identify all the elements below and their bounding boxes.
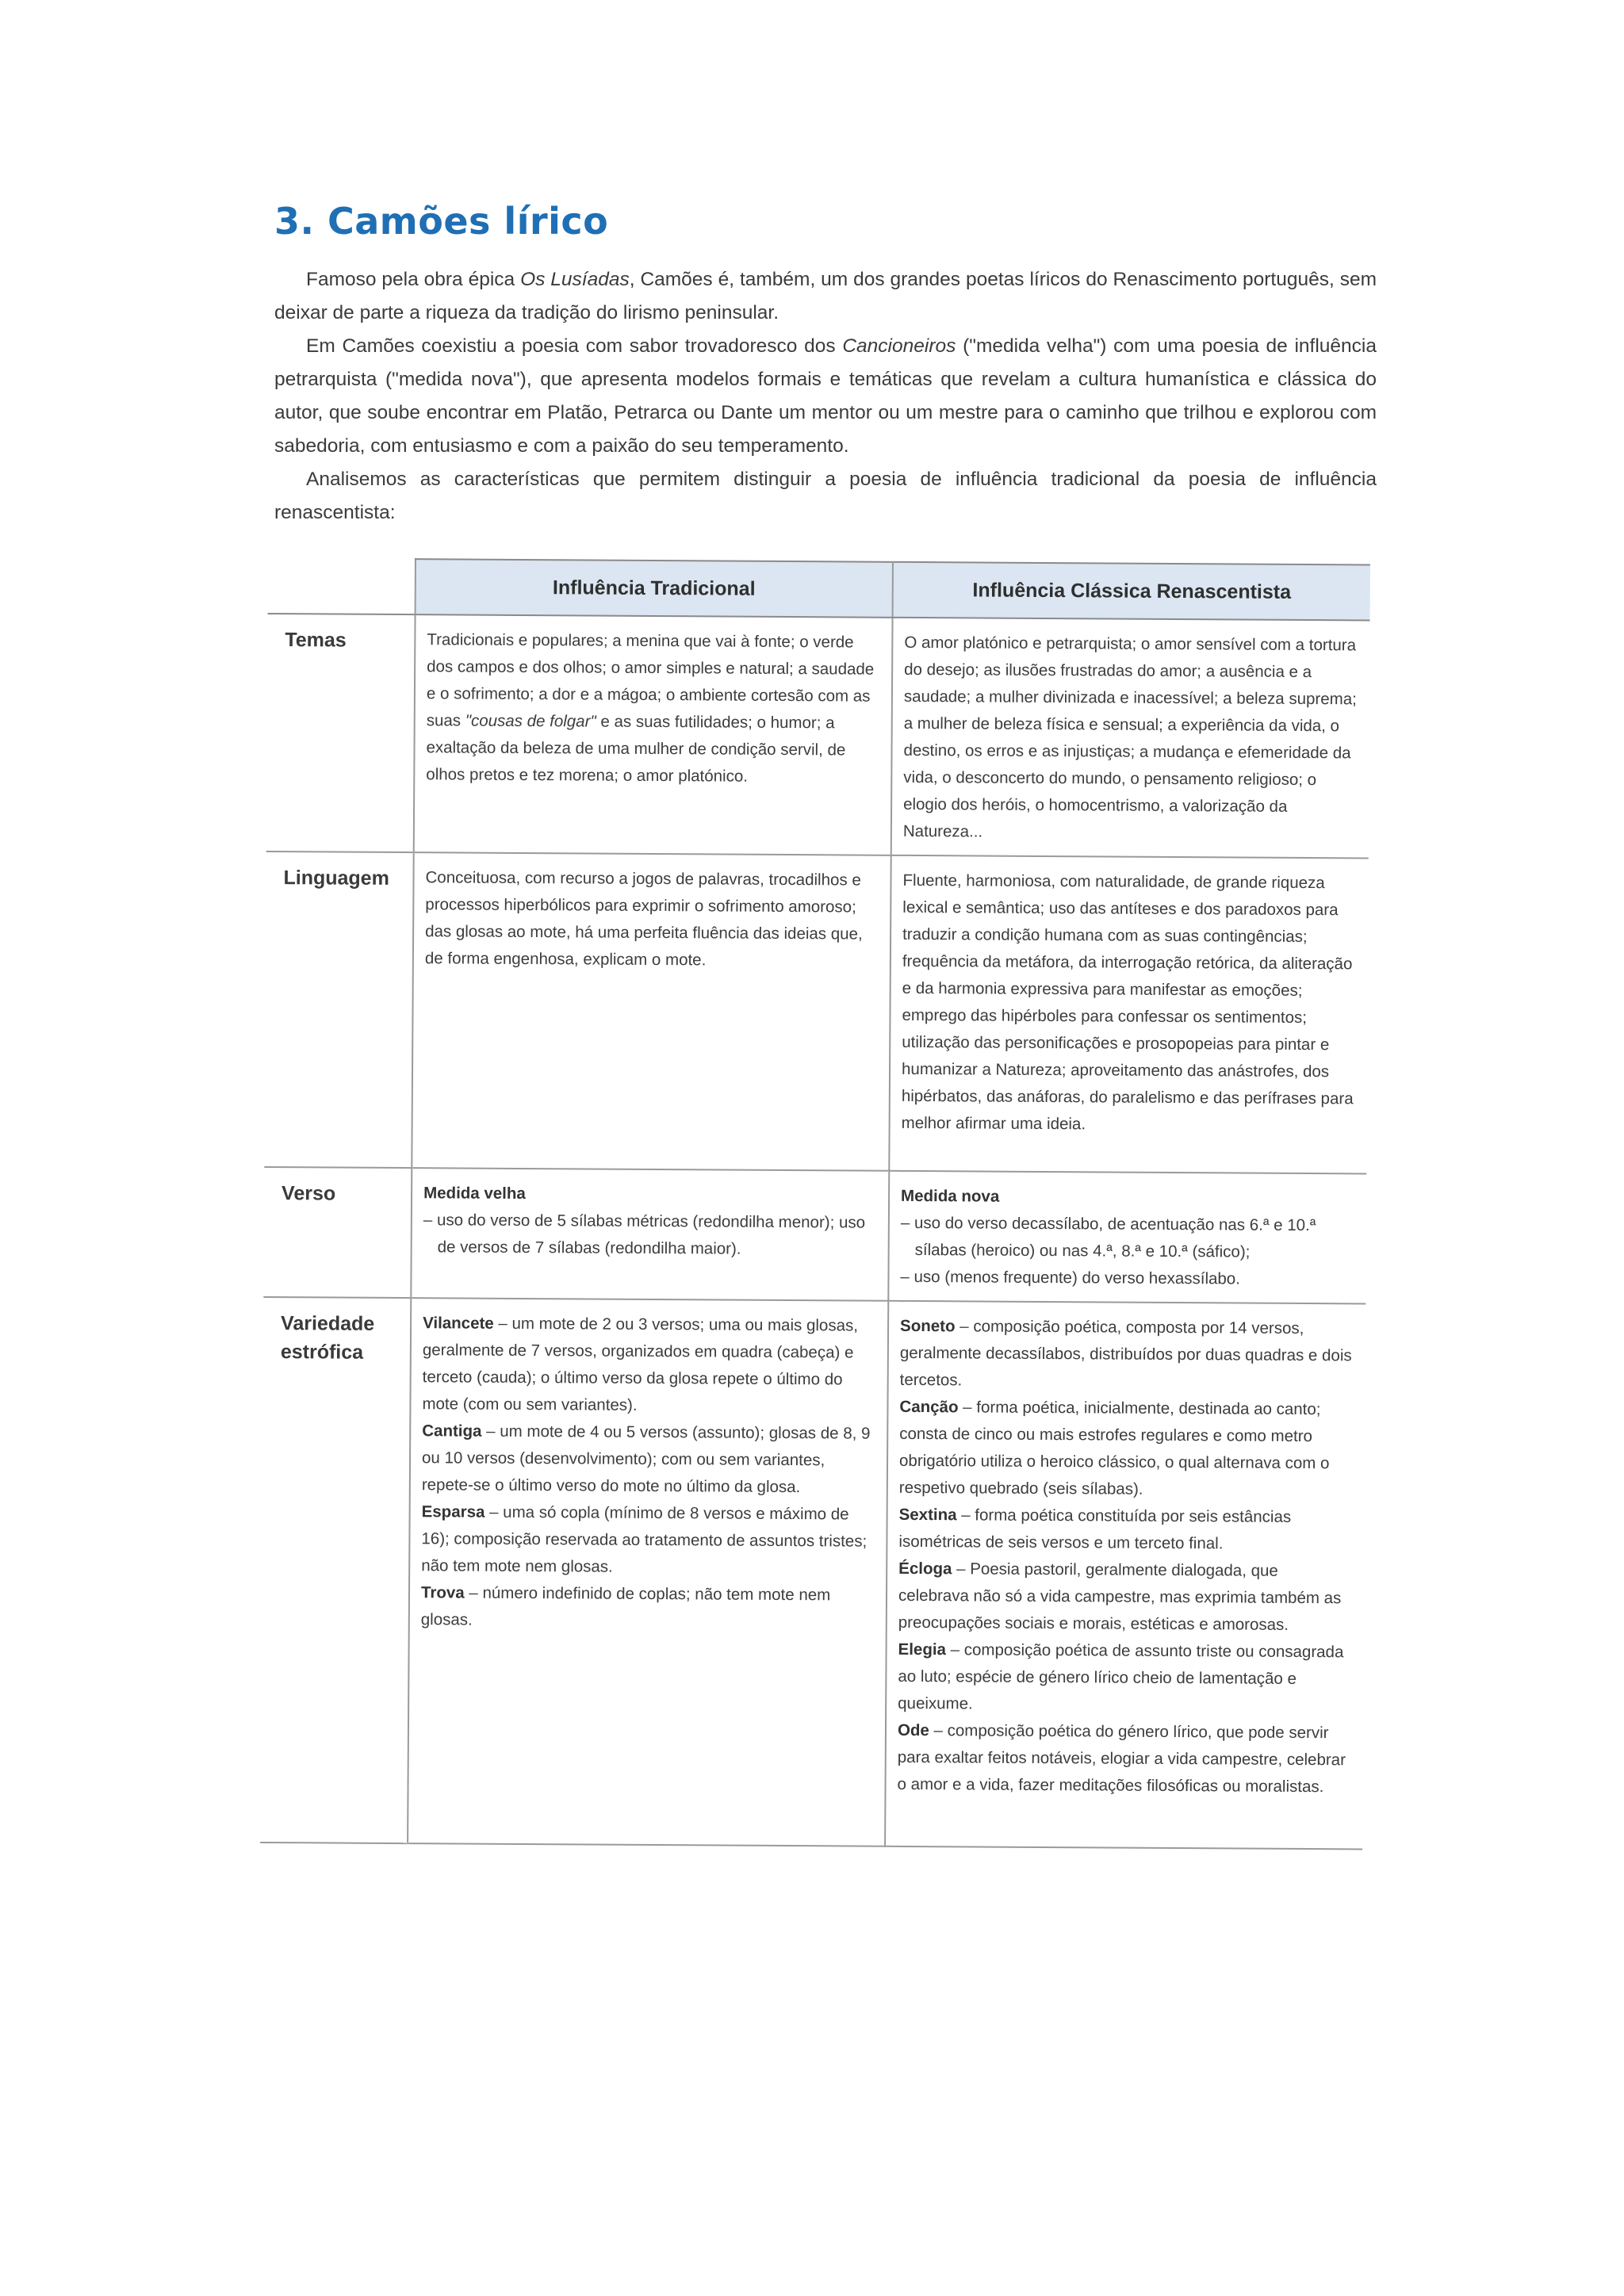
variedade-class-desc: – forma poética constituída por seis estâncias isométricas de seis versos e um terceto final.: [898, 1506, 1292, 1553]
intro-paragraph-1: [274, 263, 1377, 330]
header-traditional: Influência Tradicional: [416, 559, 893, 618]
table-row-temas: [266, 614, 1370, 858]
intro-p2-text-b: ("medida velha") com uma poesia de influência petrarquista ("medida nova"), que apresenta modelos formais e temáticas que revelam a cultura humanística e clássica do autor, que soube encontrar em Platão, Petrarca ou Dante um mentor ou um mestre para o caminho que trilhou e explorou com sabedoria, com entusiasmo e com a paixão do seu temperamento.: [274, 335, 1377, 457]
table-row-variedade: [260, 1297, 1365, 1849]
temas-trad-text-a: Tradicionais e populares; a menina que vai à fonte; o verde dos campos e dos olhos; o amor simples e natural; a saudade e o sofrimento; a dor e a mágoa; o ambiente cortesão com as suas: [426, 630, 875, 730]
verso-traditional-cell: [411, 1168, 889, 1301]
linguagem-traditional-cell: Conceituosa, com recurso a jogos de palavras, trocadilhos e processos hiperbólicos para exprimir o sofrimento amoroso; das glosas ao mote, há uma perfeita fluência das ideias que, de forma engenhosa, explicam o mote.: [412, 852, 891, 1171]
intro-p1-work-title: Os Lusíadas: [520, 269, 630, 290]
variedade-class-term: Elegia: [898, 1640, 947, 1659]
row-label-verso: Verso: [263, 1167, 412, 1298]
temas-classical-cell: O amor platónico e petrarquista; o amor sensível com a tortura do desejo; as ilusões frustradas do amor; a ausência e a saudade; a mulher divinizada e inacessível; a beleza suprema; a mulher de beleza física e sensual; a experiência da vida, o destino, os erros e as injustiças; a mudança e efemeridade da vida, o desconcerto do mundo, o pensamento religioso; o elogio dos heróis, o homocentrismo, a valorização da Natureza...: [891, 618, 1370, 859]
variedade-class-item: [899, 1394, 1354, 1504]
variedade-class-item: [898, 1502, 1353, 1558]
header-classical: Influência Clássica Renascentista: [893, 562, 1370, 621]
temas-traditional-cell: [414, 614, 893, 855]
intro-p2-text-a: Em Camões coexistiu a poesia com sabor trovadoresco dos: [306, 335, 843, 357]
variedade-trad-term: Trova: [420, 1583, 465, 1602]
temas-trad-quote: "cousas de folgar": [465, 711, 596, 731]
variedade-trad-item: [421, 1498, 875, 1582]
variedade-trad-term: Esparsa: [421, 1502, 485, 1521]
verso-class-item: – uso do verso decassílabo, de acentuação nas 6.ª e 10.ª sílabas (heroico) ou nas 4.ª, 8.ª e 10.ª (sáfico);: [900, 1213, 1316, 1261]
variedade-trad-desc: – uma só copla (mínimo de 8 versos e máximo de 16); composição reservada ao tratamento de assuntos tristes; não tem mote nem glosas.: [421, 1502, 868, 1576]
comparison-table: [260, 557, 1370, 1850]
variedade-trad-desc: – um mote de 4 ou 5 versos (assunto); glosas de 8, 9 ou 10 versos (desenvolvimento); com ou sem variantes, repete-se o último verso do mote no último da glosa.: [421, 1422, 871, 1497]
verso-class-title: Medida nova: [901, 1186, 1000, 1206]
variedade-trad-item: [421, 1579, 875, 1636]
variedade-class-item: [897, 1717, 1352, 1800]
variedade-trad-desc: – número indefinido de coplas; não tem mote nem glosas.: [420, 1583, 831, 1629]
verso-trad-title: Medida velha: [423, 1184, 526, 1203]
variedade-class-term: Sextina: [898, 1505, 957, 1525]
variedade-class-desc: – composição poética do género lírico, que pode servir para exaltar feitos notáveis, elogiar a vida campestre, celebrar o amor e a vida, fazer meditações filosóficas ou moralistas.: [897, 1721, 1346, 1797]
intro-paragraph-2: [274, 330, 1377, 463]
row-label-temas: Temas: [266, 614, 416, 852]
variedade-classical-cell: [885, 1301, 1365, 1850]
variedade-trad-item: [422, 1310, 876, 1420]
variedade-trad-item: [422, 1418, 876, 1501]
variedade-trad-term: Cantiga: [422, 1422, 482, 1441]
variedade-trad-term: Vilancete: [423, 1314, 494, 1333]
intro-p1-text-a: Famoso pela obra épica: [306, 269, 521, 290]
variedade-class-term: Soneto: [900, 1316, 956, 1336]
intro-p1-text-b: , Camões é, também, um dos grandes poetas líricos do Renascimento português, sem deixar de parte a riqueza da tradição do lirismo peninsular.: [274, 269, 1377, 323]
variedade-class-term: Écloga: [898, 1559, 952, 1578]
variedade-class-desc: – composição poética de assunto triste ou consagrada ao luto; espécie de género lírico cheio de lamentação e queixume.: [898, 1640, 1344, 1713]
variedade-class-term: Canção: [899, 1397, 959, 1417]
intro-text: [274, 263, 1377, 530]
verso-classical-cell: [888, 1171, 1366, 1304]
variedade-class-item: [898, 1556, 1354, 1639]
variedade-class-term: Ode: [897, 1720, 929, 1740]
verso-class-item: – uso (menos frequente) do verso hexassílabo.: [900, 1267, 1241, 1288]
row-label-linguagem: Linguagem: [264, 851, 413, 1168]
variedade-class-desc: – Poesia pastoril, geralmente dialogada, que celebrava não só a vida campestre, mas exprimia também as preocupações sociais e morais, estéticas e amorosas.: [898, 1559, 1342, 1634]
table-row-linguagem: [264, 851, 1368, 1173]
verso-trad-item: – uso do verso de 5 sílabas métricas (redondilha menor); uso de versos de 7 sílabas (redondilha maior).: [423, 1211, 866, 1258]
variedade-class-item: [900, 1313, 1355, 1396]
intro-p2-work-title: Cancioneiros: [842, 335, 956, 357]
variedade-class-item: [898, 1636, 1353, 1720]
variedade-trad-desc: – um mote de 2 ou 3 versos; uma ou mais glosas, geralmente de 7 versos, organizados em quadra (cabeça) e terceto (cauda); o último verso da glosa repete o último do mote (com ou sem variantes).: [422, 1314, 859, 1414]
variedade-class-desc: – forma poética, inicialmente, destinada ao canto; consta de cinco ou mais estrofes regulares e como metro obrigatório utiliza o heroico clássico, o qual alternava com o respetivo quebrado (seis sílabas).: [898, 1398, 1330, 1498]
linguagem-classical-cell: Fluente, harmoniosa, com naturalidade, de grande riqueza lexical e semântica; uso das antíteses e dos paradoxos para traduzir a condição humana com as suas contingências; frequência da metáfora, da interrogação retórica, da aliteração e da harmonia expressiva para manifestar as emoções; emprego das hipérboles para confessar os sentimentos; utilização das personificações e prosopopeias para pintar e humanizar a Natureza; aproveitamento das anástrofes, dos hipérbatos, das anáforas, do paralelismo e das perífrases para melhor afirmar uma ideia.: [889, 855, 1368, 1174]
variedade-traditional-cell: [408, 1298, 888, 1846]
temas-trad-text-b: e as suas futilidades; o humor; a exaltação da beleza de uma mulher de condição servil, de olhos pretos e tez morena; o amor platónico.: [426, 712, 846, 786]
intro-paragraph-3: Analisemos as características que permitem distinguir a poesia de influência tradicional da poesia de influência renascentista:: [274, 469, 1377, 523]
table-row-verso: [263, 1167, 1366, 1303]
variedade-class-desc: – composição poética, composta por 14 versos, geralmente decassílabos, distribuídos por duas quadras e dois tercetos.: [899, 1317, 1352, 1390]
row-label-variedade: Variedade estrófica: [260, 1297, 411, 1843]
header-blank-cell: [268, 558, 416, 614]
section-title: 3. Camões lírico: [274, 200, 609, 243]
table-header-row: [268, 558, 1370, 620]
